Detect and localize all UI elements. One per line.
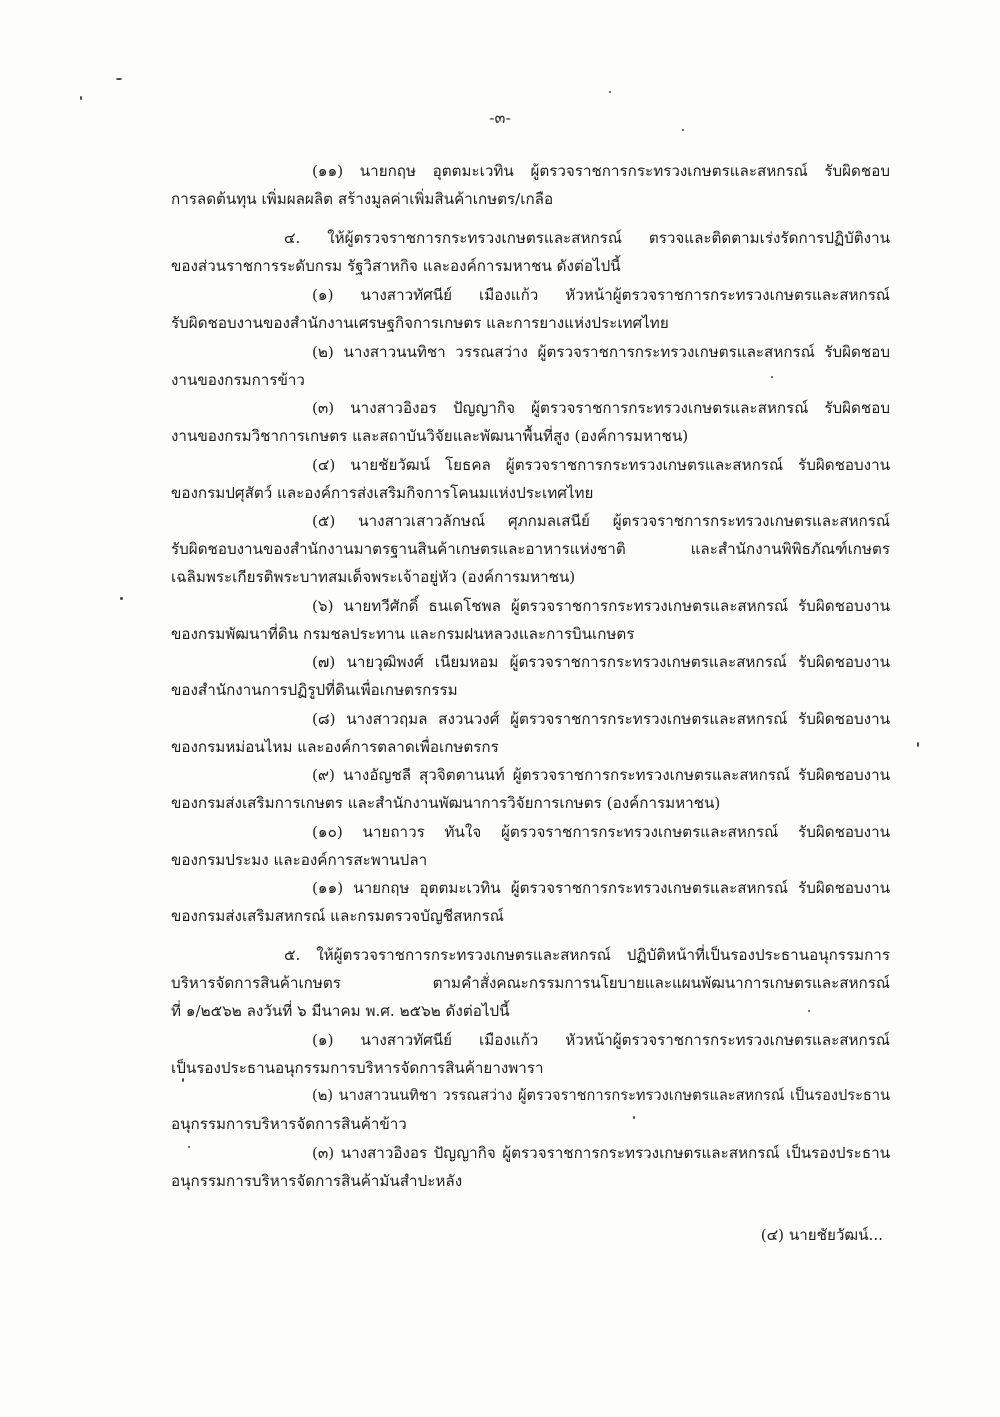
text-line: (๗) นายวุฒิพงศ์ เนียมหอม ผู้ตรวจราชการกระทรวงเกษตรและสหกรณ์ รับผิดชอบงาน [312,653,890,671]
scan-speck [808,1010,810,1012]
text-line: (๑) นางสาวทัศนีย์ เมืองแก้ว หัวหน้าผู้ตรวจราชการกระทรวงเกษตรและสหกรณ์ [312,1031,890,1049]
scan-speck [116,78,122,80]
scan-speck [771,376,773,378]
text-line: ของสำนักงานการปฏิรูปที่ดินเพื่อเกษตรกรรม [171,681,458,699]
scan-speck [609,91,611,93]
scan-speck [633,1116,635,1119]
text-line: (๔) นายชัยวัฒน์ โยธคล ผู้ตรวจราชการกระทรวงเกษตรและสหกรณ์ รับผิดชอบงาน [312,456,890,474]
text-line: ๕. ให้ผู้ตรวจราชการกระทรวงเกษตรและสหกรณ์ ปฏิบัติหน้าที่เป็นรองประธานอนุกรรมการ [284,946,890,964]
text-line: ของส่วนราชการระดับกรม รัฐวิสาหกิจ และองค์การมหาชน ดังต่อไปนี้ [171,257,621,275]
text-line: (๑๐) นายถาวร ทันใจ ผู้ตรวจราชการกระทรวงเกษตรและสหกรณ์ รับผิดชอบงาน [312,823,890,841]
text-line: (๑๑) นายกฤษ อุตตมะเวทิน ผู้ตรวจราชการกระทรวงเกษตรและสหกรณ์ รับผิดชอบ [312,162,890,180]
scan-speck [182,1078,184,1082]
text-line: การลดต้นทุน เพิ่มผลผลิต สร้างมูลค่าเพิ่มสินค้าเกษตร/เกลือ [171,190,554,208]
text-line: รับผิดชอบงานของสำนักงานเศรษฐกิจการเกษตร และการยางแห่งประเทศไทย [171,314,669,332]
scan-speck [188,1146,190,1148]
scan-speck [80,96,82,100]
text-line: บริหารจัดการสินค้าเกษตร ตามคำสั่งคณะกรรมการนโยบายและแผนพัฒนาการเกษตรและสหกรณ์ [171,974,890,992]
text-line: ของกรมหม่อนไหม และองค์การตลาดเพื่อเกษตรกร [171,738,499,756]
text-line: เฉลิมพระเกียรติพระบาทสมเด็จพระเจ้าอยู่หัว (องค์การมหาชน) [171,568,576,586]
text-line: (๑) นางสาวทัศนีย์ เมืองแก้ว หัวหน้าผู้ตรวจราชการกระทรวงเกษตรและสหกรณ์ [312,286,890,304]
text-line: (๙) นางอัญชลี สุวจิตตานนท์ ผู้ตรวจราชการกระทรวงเกษตรและสหกรณ์ รับผิดชอบงาน [312,766,890,784]
text-line: ของกรมส่งเสริมการเกษตร และสำนักงานพัฒนาการวิจัยการเกษตร (องค์การมหาชน) [171,794,721,812]
text-line: งานของกรมการข้าว [171,371,305,389]
text-line: (๑๑) นายกฤษ อุตตมะเวทิน ผู้ตรวจราชการกระทรวงเกษตรและสหกรณ์ รับผิดชอบงาน [312,879,890,897]
text-line: (๓) นางสาวอิงอร ปัญญากิจ ผู้ตรวจราชการกระทรวงเกษตรและสหกรณ์ เป็นรองประธาน [312,1144,890,1162]
scan-speck [120,597,123,600]
text-line: ๔. ให้ผู้ตรวจราชการกระทรวงเกษตรและสหกรณ์ ตรวจและติดตามเร่งรัดการปฏิบัติงาน [284,229,890,247]
text-line: (๕) นางสาวเสาวลักษณ์ ศุภกมลเสนีย์ ผู้ตรวจราชการกระทรวงเกษตรและสหกรณ์ [312,512,890,530]
text-line: อนุกรรมการบริหารจัดการสินค้ามันสำปะหลัง [171,1172,463,1190]
text-line: ของกรมพัฒนาที่ดิน กรมชลประทาน และกรมฝนหลวงและการบินเกษตร [171,625,635,643]
scan-speck [917,742,919,747]
text-line: (๘) นางสาวฤมล สงวนวงศ์ ผู้ตรวจราชการกระทรวงเกษตรและสหกรณ์ รับผิดชอบงาน [312,710,890,728]
text-line: รับผิดชอบงานของสำนักงานมาตรฐานสินค้าเกษตรและอาหารแห่งชาติ และสำนักงานพิพิธภัณฑ์เกษตร [171,540,890,558]
text-line: ที่ ๑/๒๕๖๒ ลงวันที่ ๖ มีนาคม พ.ศ. ๒๕๖๒ ดังต่อไปนี้ [171,1002,510,1020]
text-line: (๒) นางสาวนนทิชา วรรณสว่าง ผู้ตรวจราชการกระทรวงเกษตรและสหกรณ์ เป็นรองประธาน [312,1087,890,1104]
text-line: งานของกรมวิชาการเกษตร และสถาบันวิจัยและพัฒนาพื้นที่สูง (องค์การมหาชน) [171,427,689,445]
text-line: (๒) นางสาวนนทิชา วรรณสว่าง ผู้ตรวจราชการกระทรวงเกษตรและสหกรณ์ รับผิดชอบ [312,343,890,361]
text-line: เป็นรองประธานอนุกรรมการบริหารจัดการสินค้ายางพารา [171,1059,544,1077]
scan-speck [682,129,684,131]
text-line: (๓) นางสาวอิงอร ปัญญากิจ ผู้ตรวจราชการกระทรวงเกษตรและสหกรณ์ รับผิดชอบ [312,399,890,417]
text-line: ของกรมส่งเสริมสหกรณ์ และกรมตรวจบัญชีสหกรณ์ [171,907,504,925]
text-line: ของกรมประมง และองค์การสะพานปลา [171,851,428,869]
continuation-text: (๔) นายชัยวัฒน์... [760,1226,883,1244]
text-line: ของกรมปศุสัตว์ และองค์การส่งเสริมกิจการโคนมแห่งประเทศไทย [171,484,594,502]
page-number: -๓- [489,108,511,127]
text-line: อนุกรรมการบริหารจัดการสินค้าข้าว [171,1115,407,1133]
text-line: (๖) นายทวีศักดิ์ ธนเดโชพล ผู้ตรวจราชการกระทรวงเกษตรและสหกรณ์ รับผิดชอบงาน [312,597,890,615]
